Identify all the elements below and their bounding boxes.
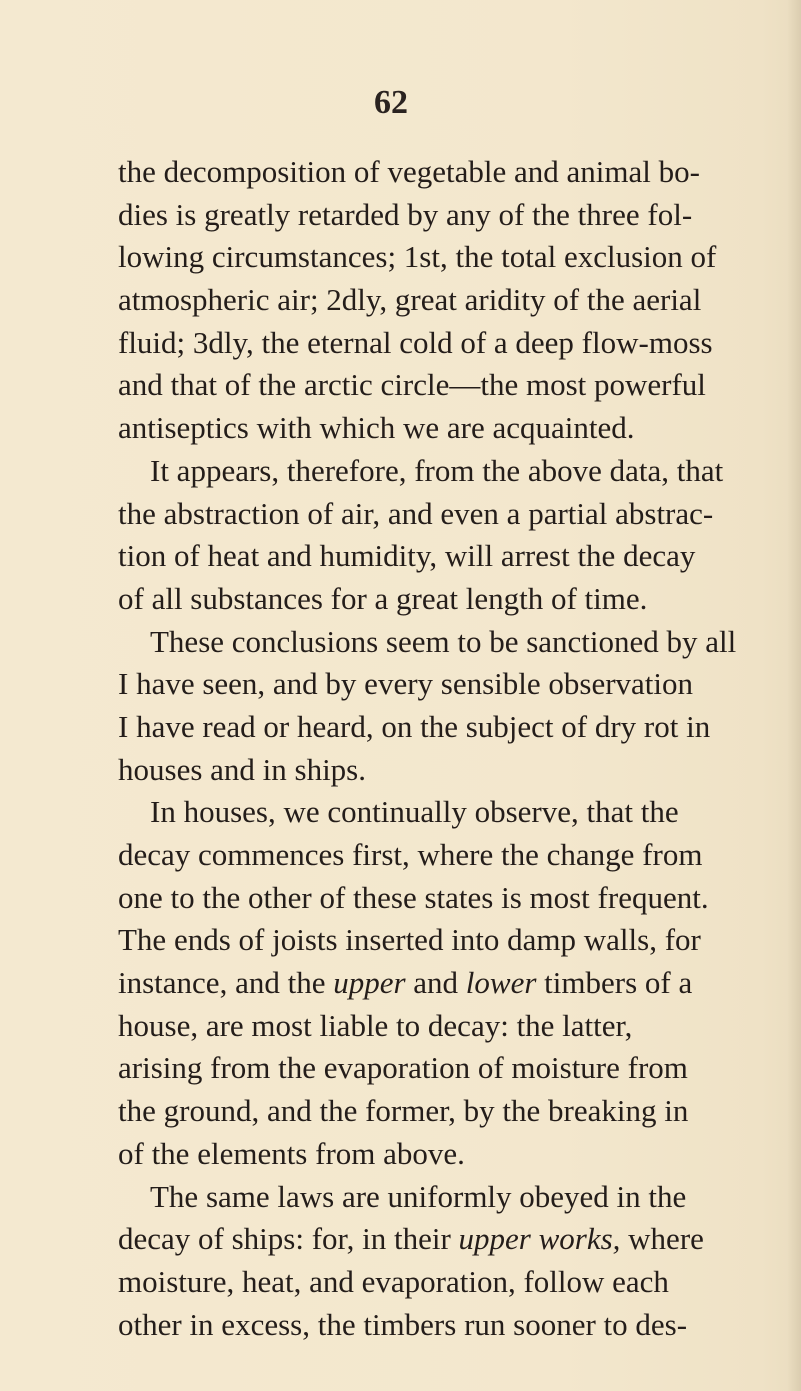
paragraph-start-line: It appears, therefore, from the above data, that [150,452,724,488]
text-line: the abstraction of air, and even a partial abstrac- [118,495,714,531]
text-line: one to the other of these states is most frequent. [118,879,709,915]
text-run: decay of ships: for, in their [118,1221,459,1257]
text-line: antiseptics with which we are acquainted. [118,410,635,446]
text-line: other in excess, the timbers run sooner to des- [118,1306,688,1342]
text-line: lowing circumstances; 1st, the total exclusion of [118,239,717,275]
text-run: and [405,965,466,1001]
text-line: fluid; 3dly, the eternal cold of a deep flow-moss [118,324,713,360]
text-line [118,962,718,1005]
text-line: of all substances for a great length of time. [118,580,648,616]
text-line: the ground, and the former, by the breaking in [118,1093,689,1129]
text-line: decay commences first, where the change from [118,837,703,872]
text-line: arising from the evaporation of moisture from [118,1050,688,1086]
text-line: I have read or heard, on the subject of dry rot in [118,708,711,744]
text-line: of the elements from above. [118,1135,465,1171]
paragraph-start-line: In houses, we continually observe, that the [150,794,679,830]
body-text [118,151,737,1346]
italic-word-upper: upper [333,965,406,1001]
text-line: houses and in ships. [118,751,366,787]
text-line: tion of heat and humidity, will arrest the decay [118,538,696,574]
italic-phrase-upper-works: upper works, [458,1221,621,1257]
text-line: house, are most liable to decay: the latter, [118,1007,633,1043]
paragraph-start-line: These conclusions seem to be sanctioned by all [150,623,737,659]
text-line: The ends of joists inserted into damp walls, for [118,922,701,958]
text-run: where [620,1221,704,1257]
italic-word-lower: lower [465,965,537,1001]
text-line: and that of the arctic circle—the most powerful [118,367,706,403]
page-edge-shadow [787,0,801,1391]
paragraph-start-line: The same laws are uniformly obeyed in the [150,1178,687,1214]
text-line: I have seen, and by every sensible observation [118,666,694,702]
text-line [118,1218,718,1261]
text-line: atmospheric air; 2dly, great aridity of the aerial [118,282,702,318]
text-line: moisture, heat, and evaporation, follow each [118,1263,669,1299]
text-run: timbers of a [536,965,693,1001]
text-line: the decomposition of vegetable and animal bo- [118,154,700,189]
text-run: instance, and the [118,965,334,1001]
page-number: 62 [374,84,408,121]
text-line: dies is greatly retarded by any of the three fol- [118,196,693,232]
